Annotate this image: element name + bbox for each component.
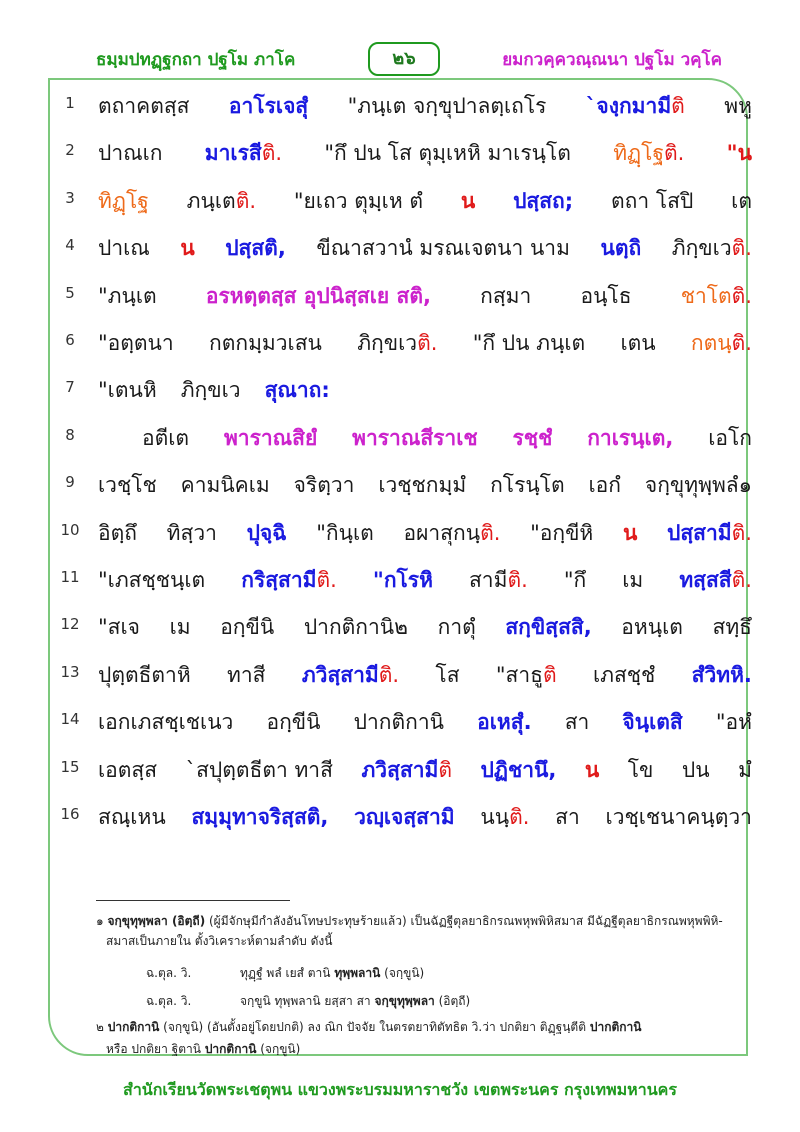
word: "อกฺขีหิ	[530, 520, 594, 545]
word: เอโก	[708, 425, 752, 450]
word: อาโรเจสุํ	[228, 94, 309, 118]
word: ภวิสฺสามีติ	[361, 757, 452, 782]
line-number: 15	[60, 757, 80, 776]
analysis-1-text: ทุฏฺฐํ พลํ เยสํ ตานิ	[240, 966, 335, 980]
word: เอตสฺส	[98, 757, 158, 782]
footnote-2-mark: ๒	[96, 1020, 108, 1034]
text-line	[60, 422, 752, 452]
text-line	[60, 754, 752, 784]
word: เม	[622, 568, 644, 592]
word: น	[622, 520, 638, 545]
quote-marker: ติ.	[235, 188, 257, 213]
word: น	[180, 236, 195, 261]
word: อผาสุกนฺติ.	[403, 520, 501, 545]
word: กสฺมา	[480, 283, 532, 308]
word: "อตฺตนา	[98, 331, 174, 355]
footnote-1	[96, 912, 736, 930]
quote-marker: ติ.	[664, 141, 685, 166]
quote-marker: ติ	[438, 757, 452, 782]
word: "ภนฺเต	[98, 283, 157, 308]
line-text	[98, 327, 752, 360]
word: ภนฺเตติ.	[186, 188, 257, 213]
word: ทสฺสสีติ.	[679, 568, 752, 592]
word: ปสฺสติ,	[225, 236, 286, 261]
footnote-1-mark: ๑	[96, 914, 108, 928]
quote-marker: ติ.	[731, 283, 752, 308]
word: "อหํ	[715, 710, 752, 735]
word: สา	[564, 710, 590, 735]
word: น	[460, 188, 476, 213]
quote-marker: ติ.	[316, 568, 337, 592]
word: โส	[435, 662, 460, 687]
word: เอกเภสชฺเชเนว	[98, 710, 234, 735]
text-line	[60, 232, 752, 262]
word: จริตฺวา	[293, 473, 355, 498]
line-number: 12	[60, 615, 80, 634]
line-number: 11	[60, 568, 80, 586]
word: ปสฺสามีติ.	[667, 520, 752, 545]
footnote-2-term-2: ปากติกานิ	[589, 1020, 642, 1034]
line-number: 9	[65, 473, 75, 492]
word: "กึ ปน โส ตุมฺเหหิ มาเรนฺโต	[324, 141, 571, 166]
word: ปุจฺฉิ	[246, 520, 287, 545]
footnote-1-analysis-1	[240, 964, 424, 983]
footnote-1-text: (ผู้มีจักษุมีกำลังอันโทษประทุษร้ายแล้ว) เป็นฉัฏฐีตุลยาธิกรณพหุพพิหิสมาส มีฉัฏฐีตุลยาธิกรณพหุพพิหิ-	[205, 914, 723, 928]
word: สา	[555, 805, 580, 829]
text-line	[60, 706, 752, 736]
line-text	[98, 706, 752, 739]
word: ปุตฺตธีตาหิ	[98, 662, 191, 687]
word: วญฺเจสฺสามิ	[354, 805, 455, 829]
quote-marker: ติ.	[480, 520, 501, 545]
line-number: 16	[60, 805, 80, 823]
quote-marker: ติ	[671, 94, 685, 118]
footnote-1-analysis-1-label: ฉ.ตุล. วิ.	[146, 966, 192, 980]
footnote-2-cont	[106, 1040, 746, 1058]
word: อหนฺเต	[621, 615, 683, 640]
word: พาราณสิยํ	[223, 425, 318, 450]
word: "กโรหิ	[372, 568, 433, 592]
word: รชฺชํ	[512, 425, 553, 450]
word: กาเรนฺเต,	[587, 425, 674, 450]
word: กตกมฺมวเสน	[209, 331, 322, 355]
word: "สเจ	[98, 615, 140, 640]
quote-marker: ติ.	[731, 331, 752, 355]
text-line	[60, 517, 752, 547]
word: สมฺมุทาจริสฺสติ,	[191, 805, 329, 829]
text-line	[60, 137, 752, 167]
line-text	[98, 90, 752, 123]
quote-marker: ติ.	[507, 568, 528, 592]
quote-marker: ติ.	[731, 236, 752, 261]
line-number: 14	[60, 710, 80, 729]
footnote-2	[96, 1018, 736, 1036]
footnote-rule	[96, 900, 290, 901]
word: นตฺถิ	[600, 236, 642, 261]
word: ทาสี	[227, 662, 266, 687]
word: จกฺขุทุพฺพลํ๑	[644, 473, 752, 498]
word: ปน	[681, 757, 710, 782]
page-number: ๒๖	[368, 42, 440, 76]
line-number: 8	[65, 425, 75, 444]
footnote-2-cont-text: หรือ ปกติยา ฐิตานิ	[106, 1042, 205, 1056]
word: เม	[169, 615, 191, 640]
line-text	[98, 469, 752, 502]
word: มํ	[738, 757, 752, 782]
footnote-2-text: (จกฺขูนิ) (อันตั้งอยู่โดยปกติ) ลง ณิก ปัจจัย ในตรตยาทิตัทธิต วิ.ว่า ปกติยา ติฏฺฐนฺตีติ	[159, 1020, 590, 1034]
line-number: 4	[65, 236, 75, 255]
word: เต	[731, 188, 752, 213]
word: นนฺติ.	[480, 805, 530, 829]
line-text	[98, 801, 752, 834]
word: ภวิสฺสามีติ.	[301, 662, 400, 687]
word: ทิฏฺโฐติ.	[613, 141, 685, 166]
word: ภิกฺขเว	[180, 378, 241, 403]
word: ปากติกานิ๒	[303, 615, 409, 640]
word: ปากติกานิ	[353, 710, 444, 735]
word: กตนฺติ.	[690, 331, 752, 355]
word: โข	[627, 757, 654, 782]
line-text	[98, 517, 752, 550]
word: เวชฺชกมฺมํ	[378, 473, 467, 498]
word: "ยเถว ตุมฺเห ตํ	[293, 188, 424, 213]
text-line	[60, 90, 752, 120]
line-text	[98, 564, 752, 597]
word: "กึ	[563, 568, 587, 592]
word: ขีณาสวานํ มรณเจตนา นาม	[316, 236, 570, 261]
word: เวชฺโช	[98, 473, 157, 498]
word: กโรนฺโต	[490, 473, 565, 498]
quote-marker: ติ.	[509, 805, 530, 829]
text-line	[60, 469, 752, 499]
word: สํวิทหิ.	[691, 662, 752, 687]
word: น	[584, 757, 600, 782]
word: กริสฺสามีติ.	[241, 568, 337, 592]
word: ปาณเก	[98, 141, 163, 166]
footnote-1-analysis-2-label: ฉ.ตุล. วิ.	[146, 994, 192, 1008]
word: พาราณสีราเช	[352, 425, 478, 450]
line-number: 7	[65, 378, 75, 397]
line-number: 6	[65, 331, 75, 349]
word: สกฺขิสฺสสิ,	[505, 615, 592, 640]
analysis-1-term: ทุพฺพลานิ	[334, 966, 381, 980]
text-line	[60, 564, 752, 594]
line-number: 10	[60, 520, 80, 539]
quote-marker: ติ.	[417, 331, 438, 355]
word: ทิฏฺโฐ	[98, 188, 149, 213]
quote-marker: ติ	[542, 662, 557, 687]
word: สุณาถ:	[264, 378, 330, 403]
word: เวชฺเชนาคนฺตฺวา	[605, 805, 752, 829]
word: "กึ ปน ภนฺเต	[472, 331, 586, 355]
footnote-2-cont-term: ปากติกานิ	[204, 1042, 257, 1056]
footnote-1-cont: สมาสเป็นภายใน ตั้งวิเคราะห์ตามลำดับ ดังนี้	[106, 934, 333, 948]
word: พหู	[724, 94, 752, 118]
word: ปสฺสถ;	[513, 188, 574, 213]
word: ตถาคตสฺส	[98, 94, 190, 118]
analysis-2-text: จกฺขูนิ ทุพฺพลานิ ยสฺสา สา	[240, 994, 375, 1008]
text-line	[60, 185, 752, 215]
line-text	[142, 422, 752, 455]
footnote-2-term: ปากติกานิ	[107, 1020, 160, 1034]
word: "เภสชฺชนฺเต	[98, 568, 206, 592]
word: คามนิคเม	[180, 473, 270, 498]
line-number: 3	[65, 188, 75, 207]
header-book-title: ธมฺมปทฏฺฐกถา ปฐโม ภาโค	[96, 50, 296, 70]
text-line	[60, 659, 752, 689]
word: เอกํ	[588, 473, 622, 498]
word: อเหสุํ.	[477, 710, 532, 735]
word: ปาเณ	[98, 236, 150, 261]
word: สทฺธึ	[712, 615, 752, 640]
text-line	[60, 611, 752, 641]
word: อรหตฺตสฺส อุปนิสฺสเย สติ,	[205, 283, 431, 308]
word: "น	[726, 141, 752, 166]
quote-marker: ติ.	[731, 520, 752, 545]
line-number: 2	[65, 141, 75, 160]
line-text	[98, 280, 752, 313]
footnote-1-term: จกฺขุทุพฺพลา (อิตฺถี)	[107, 914, 206, 928]
word: สณฺเหน	[98, 805, 166, 829]
word: `จงฺกมามีติ	[585, 94, 685, 118]
word: ปฏิชานึ,	[480, 757, 557, 782]
line-number: 1	[65, 94, 75, 112]
word: อกฺขีนิ	[266, 710, 321, 735]
line-text	[98, 611, 752, 644]
word: `สปุตฺตธีตา ทาสี	[185, 757, 333, 782]
line-text	[98, 137, 752, 170]
word: อนฺโธ	[580, 283, 632, 308]
footnote-2-cont-tail: (จกฺขูนิ)	[256, 1042, 301, 1056]
word: ชาโตติ.	[680, 283, 752, 308]
word: ภิกฺขเวติ.	[671, 236, 752, 261]
word: "ภนฺเต จกฺขุปาลตฺเถโร	[347, 94, 547, 118]
text-line	[60, 374, 752, 404]
quote-marker: ติ.	[731, 568, 752, 592]
line-text	[98, 374, 752, 407]
word: เตน	[620, 331, 656, 355]
text-line	[60, 280, 752, 310]
text-line	[60, 801, 752, 831]
word: ตถา โสปิ	[611, 188, 694, 213]
word: ภิกฺขเวติ.	[357, 331, 438, 355]
text-line	[60, 327, 752, 357]
line-text	[98, 185, 752, 218]
word: เภสชฺชํ	[592, 662, 656, 687]
word: ทิสฺวา	[166, 520, 217, 545]
word: กาตุํ	[437, 615, 476, 640]
line-text	[98, 659, 752, 692]
word: "สาธูติ	[495, 662, 557, 687]
word: อกฺขีนิ	[220, 615, 275, 640]
quote-marker: ติ.	[261, 141, 283, 166]
word: อตีเต	[142, 425, 190, 450]
line-number: 13	[60, 662, 80, 681]
line-text	[98, 232, 752, 265]
analysis-2-tail: (อิตฺถี)	[434, 994, 471, 1008]
line-number: 5	[65, 283, 75, 302]
word: "กินฺเต	[316, 520, 374, 545]
word: "เตนหิ	[98, 378, 157, 403]
word: มาเรสีติ.	[204, 141, 283, 166]
footer-institution: สำนักเรียนวัดพระเชตุพน แขวงพระบรมมหาราชวัง เขตพระนคร กรุงเทพมหานคร	[123, 1080, 677, 1099]
word: สามีติ.	[468, 568, 528, 592]
line-text	[98, 754, 752, 787]
quote-marker: ติ.	[378, 662, 400, 687]
header-chapter-title: ยมกวคฺควณฺณนา ปฐโม วคฺโค	[502, 50, 722, 70]
analysis-1-tail: (จกฺขูนิ)	[380, 966, 425, 980]
word: จินฺเตสิ	[622, 710, 683, 735]
analysis-2-term: จกฺขุทุพฺพลา	[374, 994, 435, 1008]
word: อิตฺถึ	[98, 520, 137, 545]
footnote-1-analysis-2	[240, 992, 470, 1011]
